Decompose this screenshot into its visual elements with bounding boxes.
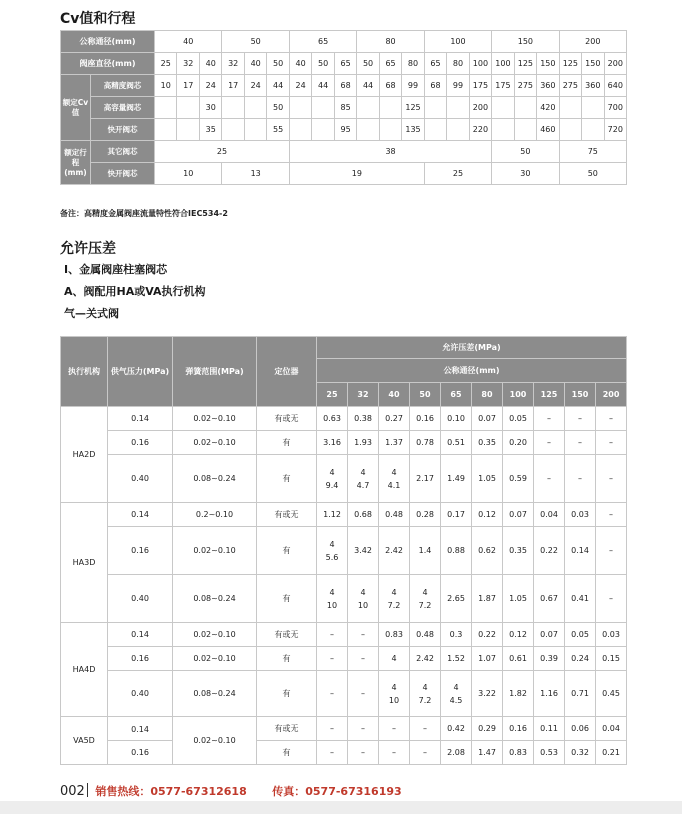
dp-cell: 2.17 xyxy=(410,455,441,503)
stroke-cell: 25 xyxy=(424,163,491,185)
dp-cell: – xyxy=(348,741,379,765)
seat-cell: 50 xyxy=(267,53,290,75)
high-precision-label: 高精度阀芯 xyxy=(91,75,155,97)
dp-cell: – xyxy=(596,503,627,527)
dp-cell: 1.12 xyxy=(317,503,348,527)
stroke-cell: 25 xyxy=(155,141,290,163)
other-spool-label: 其它阀芯 xyxy=(91,141,155,163)
hp-cell: 99 xyxy=(402,75,425,97)
seat-cell: 125 xyxy=(559,53,581,75)
dp-cell: 0.3 xyxy=(441,623,472,647)
dn-col-header: 65 xyxy=(441,383,472,407)
dp-cell: 0.05 xyxy=(503,407,534,431)
spring-header: 弹簧范围(MPa) xyxy=(173,337,257,407)
quick-open-label: 快开阀芯 xyxy=(91,119,155,141)
dp-cell: 0.67 xyxy=(534,575,565,623)
qo-cell: 95 xyxy=(334,119,357,141)
dp-cell: 4 4.7 xyxy=(348,455,379,503)
actuator-cell: HA4D xyxy=(61,623,108,717)
dp-cell: – xyxy=(565,407,596,431)
stroke-other-row xyxy=(61,141,627,163)
dp-cell: 0.29 xyxy=(472,717,503,741)
spring-cell: 0.2~0.10 xyxy=(173,503,257,527)
dp-cell: 3.42 xyxy=(348,527,379,575)
dn-col-header: 150 xyxy=(565,383,596,407)
dp-cell: 0.15 xyxy=(596,647,627,671)
stroke-cell: 19 xyxy=(289,163,424,185)
supply-cell: 0.14 xyxy=(108,623,173,647)
supply-value: 0.16 xyxy=(131,747,149,757)
hc-cell: 125 xyxy=(402,97,425,119)
dp-cell: – xyxy=(317,647,348,671)
qo-cell: 55 xyxy=(267,119,290,141)
spring-cell: 0.02~0.10 xyxy=(173,623,257,647)
hp-cell: 17 xyxy=(177,75,199,97)
spring-cell: 0.08~0.24 xyxy=(173,455,257,503)
hp-cell: 44 xyxy=(357,75,379,97)
dn-row xyxy=(61,31,627,53)
seat-cell: 40 xyxy=(199,53,222,75)
positioner-cell: 有 xyxy=(257,575,317,623)
positioner-header: 定位器 xyxy=(257,337,317,407)
positioner-cell: 有 xyxy=(257,455,317,503)
dp-cell: 0.61 xyxy=(503,647,534,671)
hc-cell: 50 xyxy=(267,97,290,119)
dp-cell: 0.59 xyxy=(503,455,534,503)
table-row xyxy=(61,407,627,431)
dn-cell: 65 xyxy=(289,31,356,53)
hp-cell: 24 xyxy=(289,75,311,97)
stroke-cell: 75 xyxy=(559,141,626,163)
stroke-cell: 50 xyxy=(559,163,626,185)
fax-number: 传真：0577-67316193 xyxy=(272,785,402,798)
hp-cell: 175 xyxy=(469,75,491,97)
dp-cell: – xyxy=(596,455,627,503)
hp-cell: 17 xyxy=(222,75,244,97)
dp-cell: 0.35 xyxy=(503,527,534,575)
dn-cell: 80 xyxy=(357,31,424,53)
seat-cell: 40 xyxy=(289,53,311,75)
dp-cell: – xyxy=(534,455,565,503)
dp-cell: – xyxy=(596,527,627,575)
dp-cell: – xyxy=(348,717,379,741)
rated-stroke-label: 额定行程(mm) xyxy=(61,141,91,185)
dn-cell: 100 xyxy=(424,31,491,53)
actuator-cell: VA5D xyxy=(61,717,108,765)
dp-cell: 2.42 xyxy=(379,527,410,575)
hp-cell: 99 xyxy=(447,75,469,97)
dp-cell: 0.45 xyxy=(596,671,627,717)
page-number: 002 xyxy=(60,784,85,799)
dp-cell: – xyxy=(317,717,348,741)
hp-cell: 68 xyxy=(424,75,446,97)
rated-cv-label: 额定Cv值 xyxy=(61,75,91,141)
dp-cell: 4 7.2 xyxy=(410,671,441,717)
table-row xyxy=(61,717,627,741)
qo-cell: 720 xyxy=(604,119,626,141)
dn-col-header: 40 xyxy=(379,383,410,407)
qo-cell: 135 xyxy=(402,119,425,141)
dp-cell: 1.82 xyxy=(503,671,534,717)
stroke-cell: 10 xyxy=(155,163,222,185)
dn-col-header: 25 xyxy=(317,383,348,407)
dp-cell: 0.88 xyxy=(441,527,472,575)
allowable-dp-table xyxy=(60,336,627,765)
dp-cell: – xyxy=(317,741,348,765)
positioner-cell: 有 xyxy=(257,527,317,575)
positioner-cell: 有 xyxy=(257,647,317,671)
dp-cell: 1.4 xyxy=(410,527,441,575)
dp-cell: 0.12 xyxy=(503,623,534,647)
cv-stroke-table xyxy=(60,30,627,185)
hp-cell: 175 xyxy=(492,75,514,97)
dp-cell: 4 10 xyxy=(317,575,348,623)
dp-cell: 1.49 xyxy=(441,455,472,503)
seat-cell: 80 xyxy=(402,53,425,75)
dp-cell: 0.53 xyxy=(534,741,565,765)
supply-cell: 0.14 xyxy=(108,407,173,431)
seat-cell: 200 xyxy=(604,53,626,75)
dp-cell: – xyxy=(410,717,441,741)
seat-cell: 32 xyxy=(177,53,199,75)
dp-cell: 4 10 xyxy=(379,671,410,717)
nominal-dn-header: 公称通径(mm) xyxy=(317,359,627,383)
dp-cell: 0.03 xyxy=(565,503,596,527)
dp-cell: 0.06 xyxy=(565,717,596,741)
dp-cell: 0.78 xyxy=(410,431,441,455)
dp-cell: 0.41 xyxy=(565,575,596,623)
dp-cell: 0.42 xyxy=(441,717,472,741)
spring-cell: 0.08~0.24 xyxy=(173,671,257,717)
dp-cell: 2.65 xyxy=(441,575,472,623)
dp-cell: – xyxy=(596,407,627,431)
dp-cell: 0.04 xyxy=(596,717,627,741)
dp-cell: 4 7.2 xyxy=(379,575,410,623)
hp-cell: 360 xyxy=(582,75,604,97)
dp-cell: 0.11 xyxy=(534,717,565,741)
dn-col-header: 50 xyxy=(410,383,441,407)
positioner-cell: 有 xyxy=(257,671,317,717)
section-title-cv-stroke: Cv值和行程 xyxy=(60,11,136,27)
dp-cell: 4 xyxy=(379,647,410,671)
dp-cell: 0.63 xyxy=(317,407,348,431)
dp-cell: 0.24 xyxy=(565,647,596,671)
seat-cell: 50 xyxy=(312,53,334,75)
spring-cell: 0.02~0.10 xyxy=(173,647,257,671)
dp-cell: 0.62 xyxy=(472,527,503,575)
stroke-cell: 13 xyxy=(222,163,289,185)
supply-cell: 0.40 xyxy=(108,575,173,623)
supply-cell: 0.16 xyxy=(108,527,173,575)
va5d-supply-cell xyxy=(108,717,173,765)
hp-cell: 68 xyxy=(334,75,357,97)
dp-cell: 2.08 xyxy=(441,741,472,765)
dp-cell: 0.17 xyxy=(441,503,472,527)
dp-cell: – xyxy=(317,623,348,647)
hp-cell: 360 xyxy=(537,75,559,97)
dp-cell: – xyxy=(565,431,596,455)
supply-cell: 0.16 xyxy=(108,431,173,455)
allowable-dp-header: 允许压差(MPa) xyxy=(317,337,627,359)
dn-cell: 150 xyxy=(492,31,559,53)
dp-cell: 0.32 xyxy=(565,741,596,765)
dp-cell: 0.07 xyxy=(534,623,565,647)
table-row xyxy=(61,647,627,671)
table-row xyxy=(61,431,627,455)
dp-cell: 4 4.1 xyxy=(379,455,410,503)
dp-cell: – xyxy=(379,741,410,765)
dp-cell: – xyxy=(534,407,565,431)
stroke-cell: 38 xyxy=(289,141,491,163)
dp-cell: 4 4.5 xyxy=(441,671,472,717)
seat-cell: 125 xyxy=(514,53,536,75)
footer-bar xyxy=(0,801,682,814)
dp-cell: – xyxy=(348,671,379,717)
dp-cell: 1.37 xyxy=(379,431,410,455)
seat-cell: 150 xyxy=(582,53,604,75)
hp-cell: 275 xyxy=(514,75,536,97)
section-title-allowable-dp: 允许压差 xyxy=(60,241,116,257)
page-footer xyxy=(60,783,402,799)
dp-cell: – xyxy=(379,717,410,741)
dp-cell: 0.14 xyxy=(565,527,596,575)
dn-col-header: 125 xyxy=(534,383,565,407)
supply-cell: 0.40 xyxy=(108,671,173,717)
iec-note: 备注：高精度金属阀座流量特性符合IEC534-2 xyxy=(60,209,228,218)
hp-row xyxy=(61,75,627,97)
table-row xyxy=(61,527,627,575)
dp-cell: 0.28 xyxy=(410,503,441,527)
dp-cell: – xyxy=(410,741,441,765)
hc-cell: 700 xyxy=(604,97,626,119)
dp-cell: 1.93 xyxy=(348,431,379,455)
dp-cell: – xyxy=(596,431,627,455)
hp-cell: 68 xyxy=(379,75,401,97)
qo-cell: 460 xyxy=(537,119,559,141)
seat-row xyxy=(61,53,627,75)
dp-cell: 0.48 xyxy=(410,623,441,647)
dp-cell: – xyxy=(596,575,627,623)
dp-cell: 3.16 xyxy=(317,431,348,455)
positioner-cell: 有或无 xyxy=(257,503,317,527)
positioner-cell: 有 xyxy=(257,431,317,455)
supply-cell: 0.16 xyxy=(108,647,173,671)
hc-cell: 85 xyxy=(334,97,357,119)
dp-cell: 0.83 xyxy=(379,623,410,647)
seat-cell: 80 xyxy=(447,53,469,75)
hp-cell: 24 xyxy=(244,75,266,97)
supply-value: 0.14 xyxy=(108,718,172,741)
actuator-cell: HA2D xyxy=(61,407,108,503)
spring-cell: 0.02~0.10 xyxy=(173,407,257,431)
seat-cell: 65 xyxy=(424,53,446,75)
dn-col-header: 200 xyxy=(596,383,627,407)
hp-cell: 44 xyxy=(312,75,334,97)
dp-cell: 0.03 xyxy=(596,623,627,647)
hp-cell: 24 xyxy=(199,75,222,97)
seat-cell: 50 xyxy=(357,53,379,75)
dp-cell: 0.68 xyxy=(348,503,379,527)
actuator-header: 执行机构 xyxy=(61,337,108,407)
positioner-cell: 有或无 xyxy=(257,717,317,741)
hp-cell: 640 xyxy=(604,75,626,97)
dp-cell: 4 7.2 xyxy=(410,575,441,623)
dp-cell: 1.07 xyxy=(472,647,503,671)
dp-cell: 1.52 xyxy=(441,647,472,671)
table-row xyxy=(61,503,627,527)
dp-cell: – xyxy=(534,431,565,455)
stroke-cell: 50 xyxy=(492,141,559,163)
dp-cell: 1.05 xyxy=(472,455,503,503)
table-row xyxy=(61,455,627,503)
hc-cell: 200 xyxy=(469,97,491,119)
seat-cell: 100 xyxy=(469,53,491,75)
dp-cell: 0.16 xyxy=(503,717,534,741)
dp-cell: 0.39 xyxy=(534,647,565,671)
dp-cell: 0.05 xyxy=(565,623,596,647)
dn-cell: 40 xyxy=(155,31,222,53)
hc-row xyxy=(61,97,627,119)
dp-cell: 1.87 xyxy=(472,575,503,623)
supply-cell: 0.40 xyxy=(108,455,173,503)
spring-cell: 0.08~0.24 xyxy=(173,575,257,623)
supply-cell: 0.14 xyxy=(108,503,173,527)
dp-cell: 0.20 xyxy=(503,431,534,455)
dp-cell: 0.83 xyxy=(503,741,534,765)
nominal-label: 公称通径(mm) xyxy=(61,31,155,53)
dp-cell: 0.27 xyxy=(379,407,410,431)
seat-cell: 150 xyxy=(537,53,559,75)
stroke-cell: 30 xyxy=(492,163,559,185)
subheading-metal-seat: Ⅰ、金属阀座柱塞阀芯 xyxy=(64,263,168,276)
positioner-cell: 有或无 xyxy=(257,407,317,431)
dp-cell: 0.07 xyxy=(472,407,503,431)
dp-cell: 0.48 xyxy=(379,503,410,527)
dp-cell: 0.22 xyxy=(472,623,503,647)
seat-cell: 65 xyxy=(379,53,401,75)
dp-cell: 0.04 xyxy=(534,503,565,527)
dp-cell: 0.07 xyxy=(503,503,534,527)
dp-cell: 1.05 xyxy=(503,575,534,623)
stroke-quick-row xyxy=(61,163,627,185)
qo-cell: 220 xyxy=(469,119,491,141)
hp-cell: 275 xyxy=(559,75,581,97)
footer-divider xyxy=(87,783,88,797)
table-row xyxy=(61,623,627,647)
sales-hotline: 销售热线：0577-67312618 xyxy=(95,785,247,798)
dp-cell: 1.16 xyxy=(534,671,565,717)
hp-cell: 44 xyxy=(267,75,290,97)
positioner-cell: 有 xyxy=(257,741,317,765)
dp-cell: 0.71 xyxy=(565,671,596,717)
positioner-cell: 有或无 xyxy=(257,623,317,647)
dp-cell: – xyxy=(317,671,348,717)
dp-cell: 0.22 xyxy=(534,527,565,575)
seat-cell: 65 xyxy=(334,53,357,75)
dp-cell: 0.38 xyxy=(348,407,379,431)
hp-cell: 10 xyxy=(155,75,177,97)
dp-cell: 0.21 xyxy=(596,741,627,765)
quick-open-stroke-label: 快开阀芯 xyxy=(91,163,155,185)
dp-cell: – xyxy=(565,455,596,503)
hc-cell: 420 xyxy=(537,97,559,119)
seat-cell: 32 xyxy=(222,53,244,75)
dn-col-header: 80 xyxy=(472,383,503,407)
actuator-cell: HA3D xyxy=(61,503,108,623)
dn-cell: 50 xyxy=(222,31,289,53)
dn-cell: 200 xyxy=(559,31,626,53)
seat-cell: 25 xyxy=(155,53,177,75)
spring-cell: 0.02~0.10 xyxy=(173,431,257,455)
dp-cell: 4 5.6 xyxy=(317,527,348,575)
dp-cell: 3.22 xyxy=(472,671,503,717)
dp-cell: 1.47 xyxy=(472,741,503,765)
dn-col-header: 100 xyxy=(503,383,534,407)
dp-cell: – xyxy=(348,623,379,647)
spring-cell: 0.02~0.10 xyxy=(173,717,257,765)
dp-cell: 2.42 xyxy=(410,647,441,671)
dp-cell: 0.16 xyxy=(410,407,441,431)
dp-cell: 0.10 xyxy=(441,407,472,431)
spring-cell: 0.02~0.10 xyxy=(173,527,257,575)
qo-cell: 35 xyxy=(199,119,222,141)
seat-cell: 40 xyxy=(244,53,266,75)
table-row xyxy=(61,671,627,717)
table-row xyxy=(61,575,627,623)
subheading-air-to-close: 气—关式阀 xyxy=(64,307,119,320)
dp-cell: 4 9.4 xyxy=(317,455,348,503)
seat-label: 阀座直径(mm) xyxy=(61,53,155,75)
hc-cell: 30 xyxy=(199,97,222,119)
dn-col-header: 32 xyxy=(348,383,379,407)
dp-cell: 0.12 xyxy=(472,503,503,527)
subheading-actuator: A、阀配用HA或VA执行机构 xyxy=(64,285,206,298)
qo-row xyxy=(61,119,627,141)
high-capacity-label: 高容量阀芯 xyxy=(91,97,155,119)
dp-cell: – xyxy=(348,647,379,671)
dp-cell: 0.51 xyxy=(441,431,472,455)
dp-cell: 0.35 xyxy=(472,431,503,455)
seat-cell: 100 xyxy=(492,53,514,75)
supply-header: 供气压力(MPa) xyxy=(108,337,173,407)
dp-cell: 4 10 xyxy=(348,575,379,623)
